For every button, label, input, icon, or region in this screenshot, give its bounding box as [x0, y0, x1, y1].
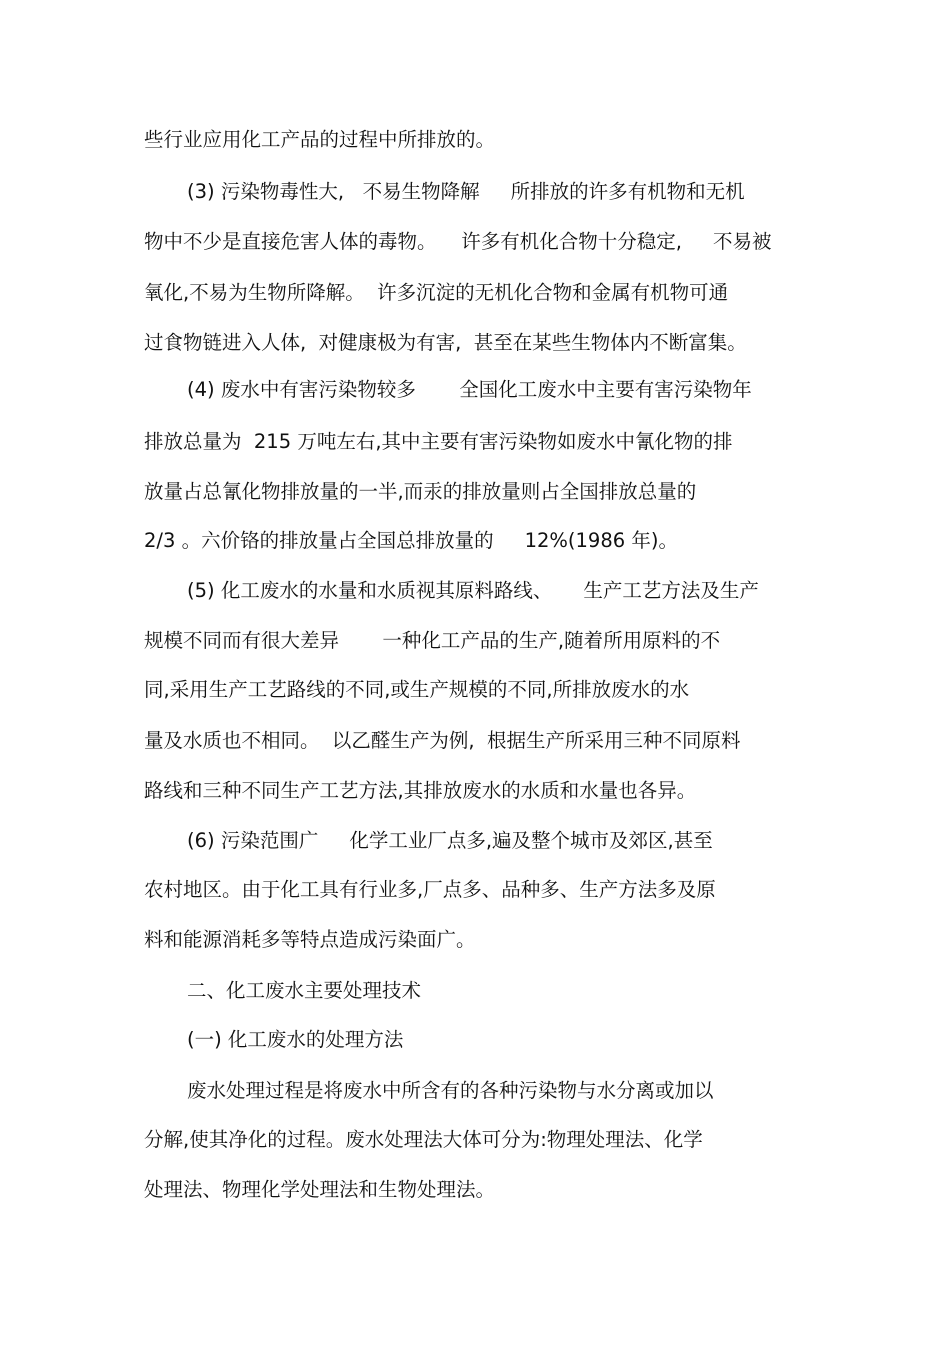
text-line: 路线和三种不同生产工艺方法,其排放废水的水质和水量也各异。	[144, 779, 697, 802]
text-line: 排放总量为 215 万吨左右,其中主要有害污染物如废水中氰化物的排	[144, 430, 733, 453]
text-line: 放量占总氰化物排放量的一半,而汞的排放量则占全国排放总量的	[144, 480, 697, 503]
text-line: 料和能源消耗多等特点造成污染面广。	[144, 928, 476, 951]
text-line: 量及水质也不相同。 以乙醛生产为例, 根据生产所采用三种不同原料	[144, 729, 741, 752]
text-line: 处理法、物理化学处理法和生物处理法。	[144, 1178, 496, 1201]
text-line: 物中不少是直接危害人体的毒物。 许多有机化合物十分稳定, 不易被	[144, 230, 772, 253]
text-line: (6) 污染范围广 化学工业厂点多,遍及整个城市及郊区,甚至	[187, 829, 713, 852]
text-line: 2/3 。六价铬的排放量占全国总排放量的 12%(1986 年)。	[144, 529, 678, 552]
text-line: 氧化,不易为生物所降解。 许多沉淀的无机化合物和金属有机物可通	[144, 281, 729, 304]
text-line: 农村地区。由于化工具有行业多,厂点多、品种多、生产方法多及原	[144, 878, 716, 901]
text-line: 规模不同而有很大差异 一种化工产品的生产,随着所用原料的不	[144, 629, 721, 652]
section-heading: 二、化工废水主要处理技术	[187, 979, 422, 1002]
text-line: 些行业应用化工产品的过程中所排放的。	[144, 128, 496, 151]
text-line: (3) 污染物毒性大, 不易生物降解 所排放的许多有机物和无机	[187, 180, 745, 203]
text-line: (5) 化工废水的水量和水质视其原料路线、 生产工艺方法及生产	[187, 579, 759, 602]
text-line: 过食物链进入人体, 对健康极为有害, 甚至在某些生物体内不断富集。	[144, 331, 747, 354]
subsection-heading: (一) 化工废水的处理方法	[187, 1028, 404, 1051]
text-line: 废水处理过程是将废水中所含有的各种污染物与水分离或加以	[187, 1079, 714, 1102]
text-line: 同,采用生产工艺路线的不同,或生产规模的不同,所排放废水的水	[144, 678, 690, 701]
text-line: 分解,使其净化的过程。废水处理法大体可分为:物理处理法、化学	[144, 1128, 703, 1151]
text-line: (4) 废水中有害污染物较多 全国化工废水中主要有害污染物年	[187, 378, 752, 401]
